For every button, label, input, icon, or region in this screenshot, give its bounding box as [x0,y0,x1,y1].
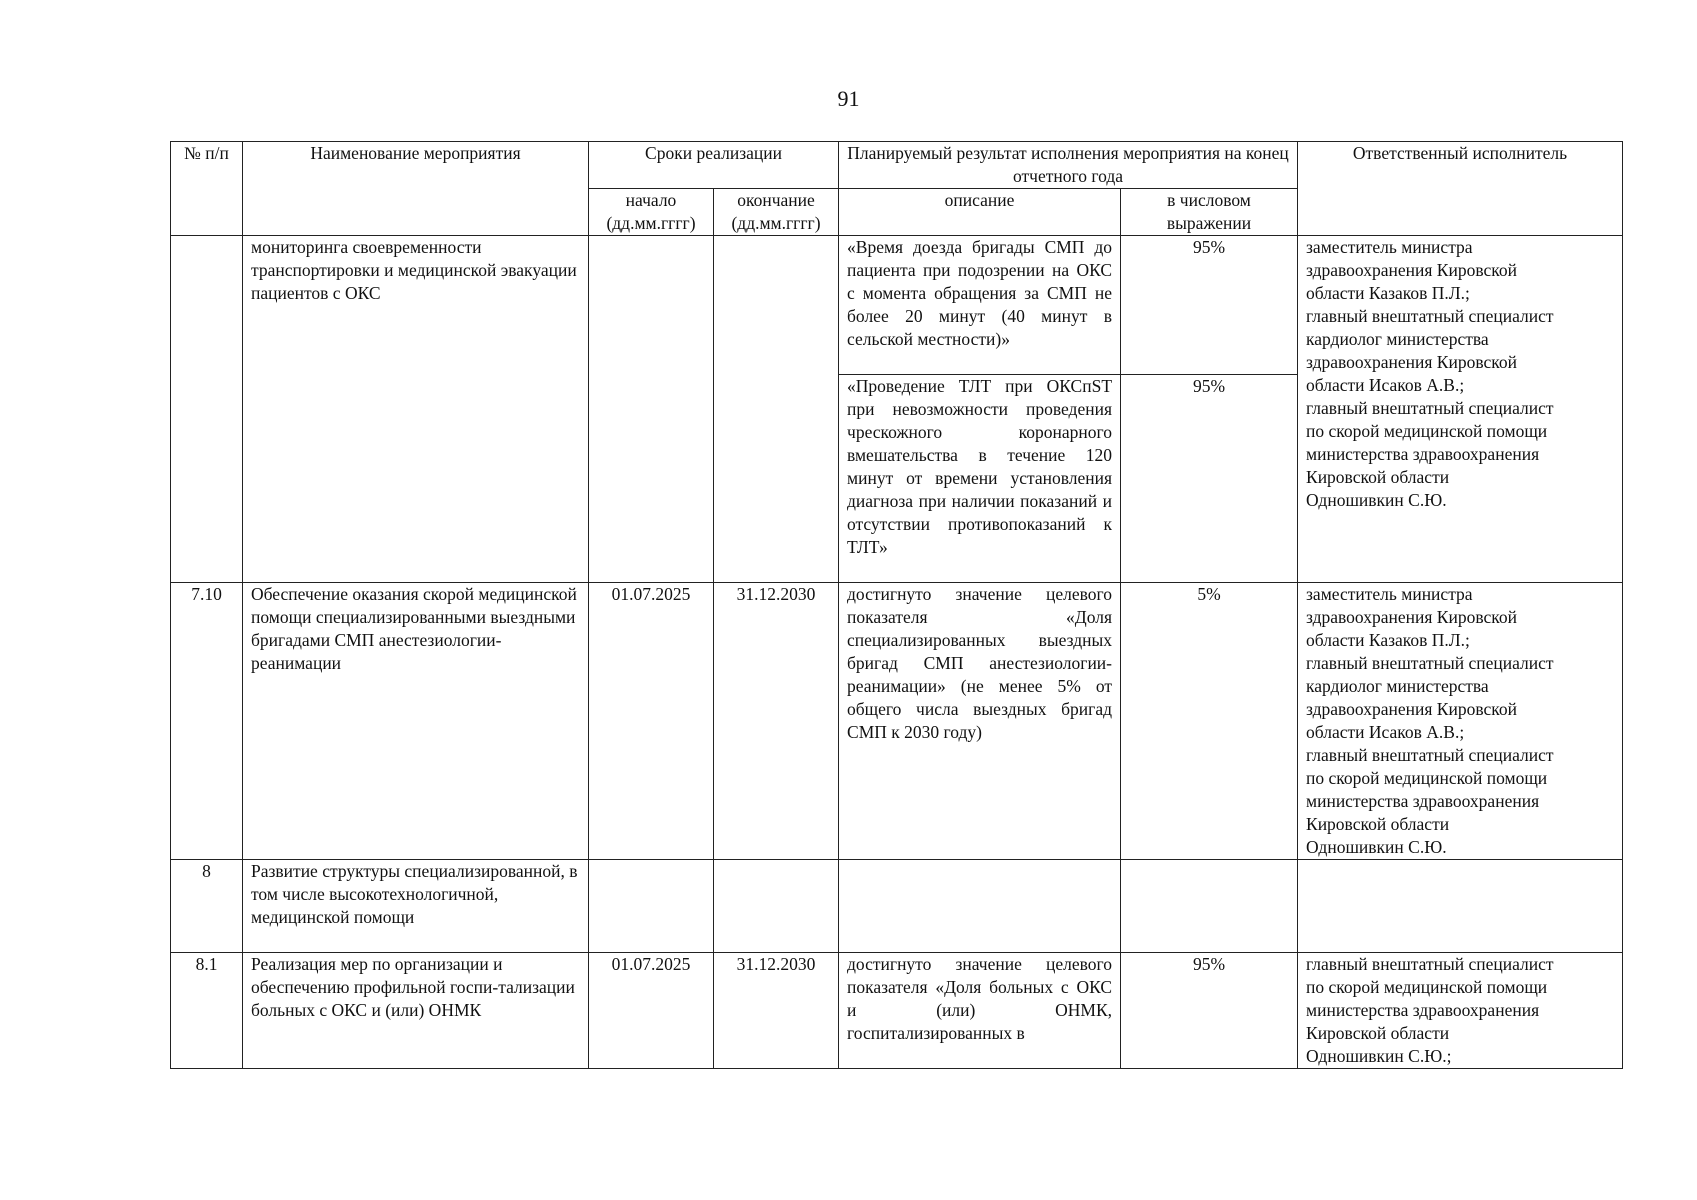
responsible-line: Одношивкин С.Ю. [1306,490,1447,510]
header-start: начало (дд.мм.гггг) [589,189,714,236]
responsible-line: Одношивкин С.Ю.; [1306,1046,1452,1066]
responsible-line: здравоохранения Кировской [1306,699,1517,719]
responsible-line: заместитель министра [1306,237,1473,257]
responsible-line: Кировской области [1306,467,1450,487]
row-value: 95% [1121,953,1298,1069]
row-num: 8 [171,860,243,953]
row-description [839,860,1121,953]
responsible-line: Кировской области [1306,814,1450,834]
responsible-line: министерства здравоохранения [1306,444,1540,464]
responsible-line: Одношивкин С.Ю. [1306,837,1447,857]
responsible-line: здравоохранения Кировской [1306,352,1517,372]
row-start [589,236,714,583]
responsible-line: по скорой медицинской помощи [1306,421,1548,441]
responsible-line: главный внештатный специалист [1306,745,1554,765]
responsible-line: по скорой медицинской помощи [1306,768,1548,788]
responsible-line: области Исаков А.В.; [1306,375,1465,395]
row-end: 31.12.2030 [714,583,839,860]
row-name: мониторинга своевременности транспортировки и медицинской эвакуации пациентов с ОКС [243,236,589,583]
responsible-line: кардиолог министерства [1306,676,1489,696]
row-value: 5% [1121,583,1298,860]
row-value: 95% [1121,375,1298,583]
row-num: 8.1 [171,953,243,1069]
responsible-line: заместитель министра [1306,584,1473,604]
row-end [714,236,839,583]
header-terms: Сроки реализации [589,142,839,189]
header-result: Планируемый результат исполнения мероприятия на конец отчетного года [839,142,1298,189]
row-num: 7.10 [171,583,243,860]
row-responsible [1298,953,1623,1069]
responsible-line: Кировской области [1306,1023,1450,1043]
row-end [714,860,839,953]
header-name: Наименование мероприятия [243,142,589,236]
row-responsible [1298,236,1623,583]
row-responsible [1298,583,1623,860]
responsible-line: главный внештатный специалист [1306,653,1554,673]
responsible-line: области Казаков П.Л.; [1306,630,1470,650]
header-row-1 [171,142,1623,189]
row-responsible [1298,860,1623,953]
header-end: окончание (дд.мм.гггг) [714,189,839,236]
header-num: № п/п [171,142,243,236]
row-description: «Проведение ТЛТ при ОКСпST при невозможности проведения чрескожного коронарного вмешательства в течение 120 минут от времени установления диагноза при наличии показаний и отсутствии противопоказаний к ТЛТ» [839,375,1121,583]
row-name: Реализация мер по организации и обеспечению профильной госпи-тализации больных с ОКС и (или) ОНМК [243,953,589,1069]
responsible-line: главный внештатный специалист [1306,954,1554,974]
row-description: достигнуто значение целевого показателя «Доля специализированных выездных бригад СМП анестезиологии-реанимации» (не менее 5% от общего числа выездных бригад СМП к 2030 году) [839,583,1121,860]
row-description: «Время доезда бригады СМП до пациента при подозрении на ОКС с момента обращения за СМП не более 20 минут (40 минут в сельской местности)» [839,236,1121,375]
table-row [171,860,1623,953]
row-description: достигнуто значение целевого показателя «Доля больных с ОКС и (или) ОНМК, госпитализированных в [839,953,1121,1069]
row-value: 95% [1121,236,1298,375]
action-plan-table [170,141,1623,1069]
page-number: 91 [837,86,860,111]
responsible-line: здравоохранения Кировской [1306,260,1517,280]
table-row [171,236,1623,375]
responsible-line: области Исаков А.В.; [1306,722,1465,742]
responsible-line: главный внештатный специалист [1306,398,1554,418]
responsible-line: главный внештатный специалист [1306,306,1554,326]
responsible-line: области Казаков П.Л.; [1306,283,1470,303]
responsible-line: здравоохранения Кировской [1306,607,1517,627]
row-start: 01.07.2025 [589,583,714,860]
row-value [1121,860,1298,953]
table-row [171,583,1623,860]
row-name: Развитие структуры специализированной, в том числе высокотехнологичной, медицинской помощи [243,860,589,953]
header-numeric: в числовом выражении [1121,189,1298,236]
row-start: 01.07.2025 [589,953,714,1069]
row-name: Обеспечение оказания скорой медицинской помощи специализированными выездными бригадами СМП анестезиологии-реанимации [243,583,589,860]
responsible-line: по скорой медицинской помощи [1306,977,1548,997]
row-num [171,236,243,583]
table-row [171,953,1623,1069]
header-description: описание [839,189,1121,236]
row-end: 31.12.2030 [714,953,839,1069]
responsible-line: кардиолог министерства [1306,329,1489,349]
responsible-line: министерства здравоохранения [1306,1000,1540,1020]
header-responsible: Ответственный исполнитель [1298,142,1623,236]
row-start [589,860,714,953]
responsible-line: министерства здравоохранения [1306,791,1540,811]
